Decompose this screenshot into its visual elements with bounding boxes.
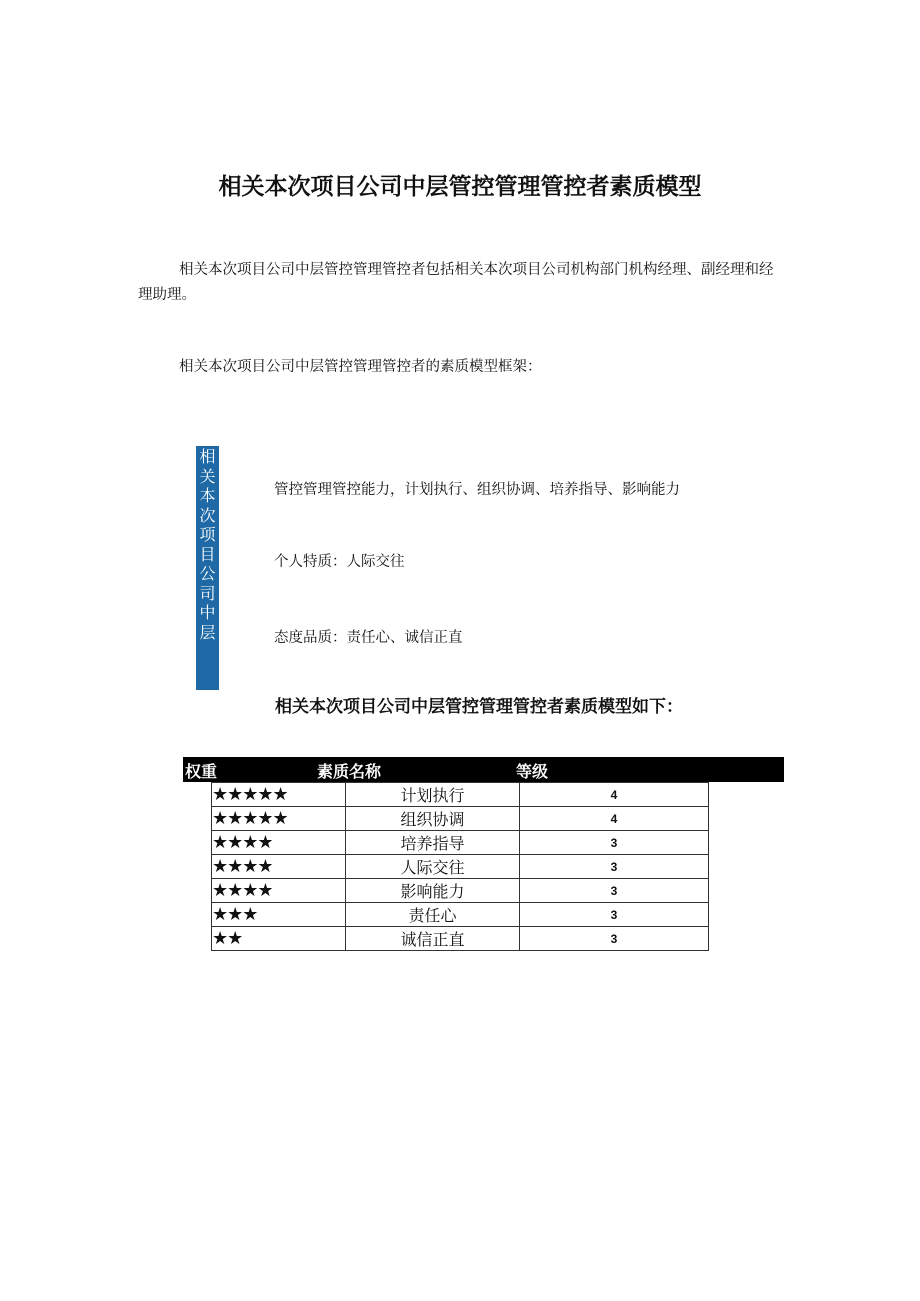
side-label-char: 次 [199,505,216,525]
side-label-char: 关 [199,466,216,486]
competency-name: 计划执行 [346,783,520,807]
competency-level: 3 [520,831,709,855]
side-label-char: 公 [199,564,216,583]
competency-level: 4 [520,807,709,831]
table-row [212,903,709,927]
weight-stars: ★★★★★ [212,783,346,807]
competency-name: 培养指导 [346,831,520,855]
table-row [212,855,709,879]
competency-table [211,782,709,951]
side-label-char: 本 [199,486,216,505]
competency-level: 3 [520,903,709,927]
framework-line-attitude: 态度品质：责任心、诚信正直 [274,630,463,646]
page-title: 相关本次项目公司中层管控管理管控者素质模型 [218,174,702,200]
side-label-char: 目 [199,544,216,564]
framework-line-trait: 个人特质：人际交往 [274,554,405,570]
side-label-char: 中 [199,603,216,622]
weight-stars: ★★★★★ [212,807,346,831]
framework-side-label [196,446,219,690]
competency-level: 4 [520,783,709,807]
framework-line-ability: 管控管理管控能力，计划执行、组织协调、培养指导、影响能力 [274,482,680,498]
competency-name: 组织协调 [346,807,520,831]
side-label-char: 层 [199,622,216,642]
competency-name: 诚信正直 [346,927,520,951]
competency-name: 责任心 [346,903,520,927]
competency-name: 人际交往 [346,855,520,879]
competency-level: 3 [520,927,709,951]
side-label-char: 相 [199,447,216,466]
table-row [212,879,709,903]
side-label-char: 项 [199,525,216,544]
weight-stars: ★★★★ [212,831,346,855]
competency-name: 影响能力 [346,879,520,903]
table-row [212,783,709,807]
table-row [212,831,709,855]
weight-stars: ★★★★ [212,855,346,879]
table-header-bar [183,757,784,782]
side-label-char: 司 [199,583,216,603]
header-weight: 权重 [185,762,218,781]
table-row [212,807,709,831]
competency-level: 3 [520,879,709,903]
weight-stars: ★★ [212,927,346,951]
weight-stars: ★★★ [212,903,346,927]
framework-heading: 相关本次项目公司中层管控管理管控者的素质模型框架： [179,359,542,375]
table-row [212,927,709,951]
competency-level: 3 [520,855,709,879]
weight-stars: ★★★★ [212,879,346,903]
header-name: 素质名称 [317,762,382,781]
intro-paragraph: 相关本次项目公司中层管控管理管控者包括相关本次项目公司机构部门机构经理、副经理和经理助理。 [138,262,774,303]
table-heading: 相关本次项目公司中层管控管理管控者素质模型如下： [275,697,683,717]
header-level: 等级 [516,762,549,781]
